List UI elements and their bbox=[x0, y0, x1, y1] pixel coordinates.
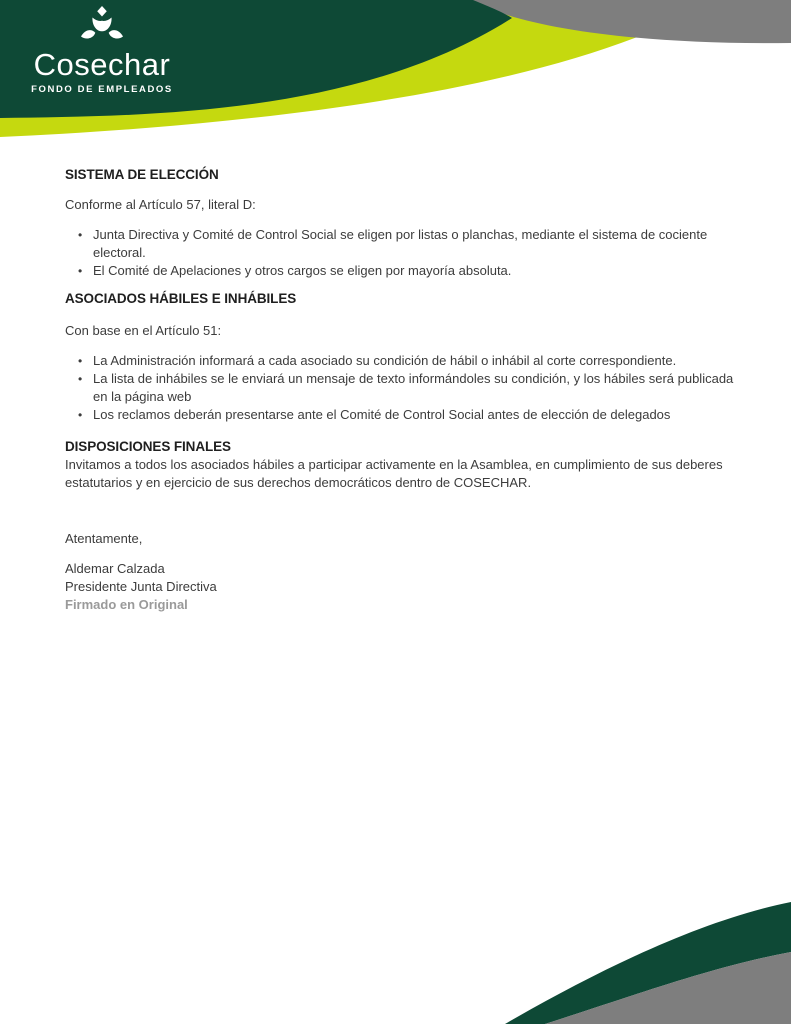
letter-content bbox=[65, 166, 737, 614]
section-heading: SISTEMA DE ELECCIÓN bbox=[65, 167, 219, 182]
signature-title: Presidente Junta Directiva bbox=[65, 579, 217, 594]
brand-tagline: FONDO DE EMPLEADOS bbox=[31, 84, 173, 95]
list-item: • Junta Directiva y Comité de Control Social se eligen por listas o planchas, mediante el sistema de cociente electoral. bbox=[65, 226, 737, 262]
signature-note: Firmado en Original bbox=[65, 597, 188, 612]
section-heading: DISPOSICIONES FINALES bbox=[65, 439, 231, 454]
signature-closing: Atentamente, bbox=[65, 531, 143, 546]
list-item: • La Administración informará a cada asociado su condición de hábil o inhábil al corte correspondiente. bbox=[65, 352, 737, 370]
bullet-list bbox=[65, 352, 737, 424]
list-item: • El Comité de Apelaciones y otros cargos se eligen por mayoría absoluta. bbox=[65, 262, 737, 280]
footer-wave bbox=[0, 890, 791, 1024]
section-intro: Conforme al Artículo 57, literal D: bbox=[65, 197, 256, 212]
section-intro: Con base en el Artículo 51: bbox=[65, 323, 222, 338]
signature-block bbox=[65, 530, 737, 614]
section-body: Invitamos a todos los asociados hábiles a participar activamente en la Asamblea, en cumplimiento de sus deberes estatutarios y en ejercicio de sus derechos democráticos dentro de COSECHAR. bbox=[65, 457, 723, 490]
flower-icon bbox=[78, 6, 126, 48]
section-sistema-de-eleccion bbox=[65, 166, 737, 280]
section-asociados-habiles bbox=[65, 290, 737, 424]
section-heading: ASOCIADOS HÁBILES E INHÁBILES bbox=[65, 291, 297, 306]
list-item: • Los reclamos deberán presentarse ante el Comité de Control Social antes de elección de delegados bbox=[65, 406, 737, 424]
brand-name: Cosechar bbox=[33, 47, 171, 82]
bullet-list bbox=[65, 226, 737, 280]
brand-logo bbox=[22, 6, 182, 95]
list-item: • La lista de inhábiles se le enviará un mensaje de texto informándoles su condición, y los hábiles será publicada en la página web bbox=[65, 370, 737, 406]
section-disposiciones-finales bbox=[65, 438, 737, 492]
signature-name: Aldemar Calzada bbox=[65, 561, 165, 576]
